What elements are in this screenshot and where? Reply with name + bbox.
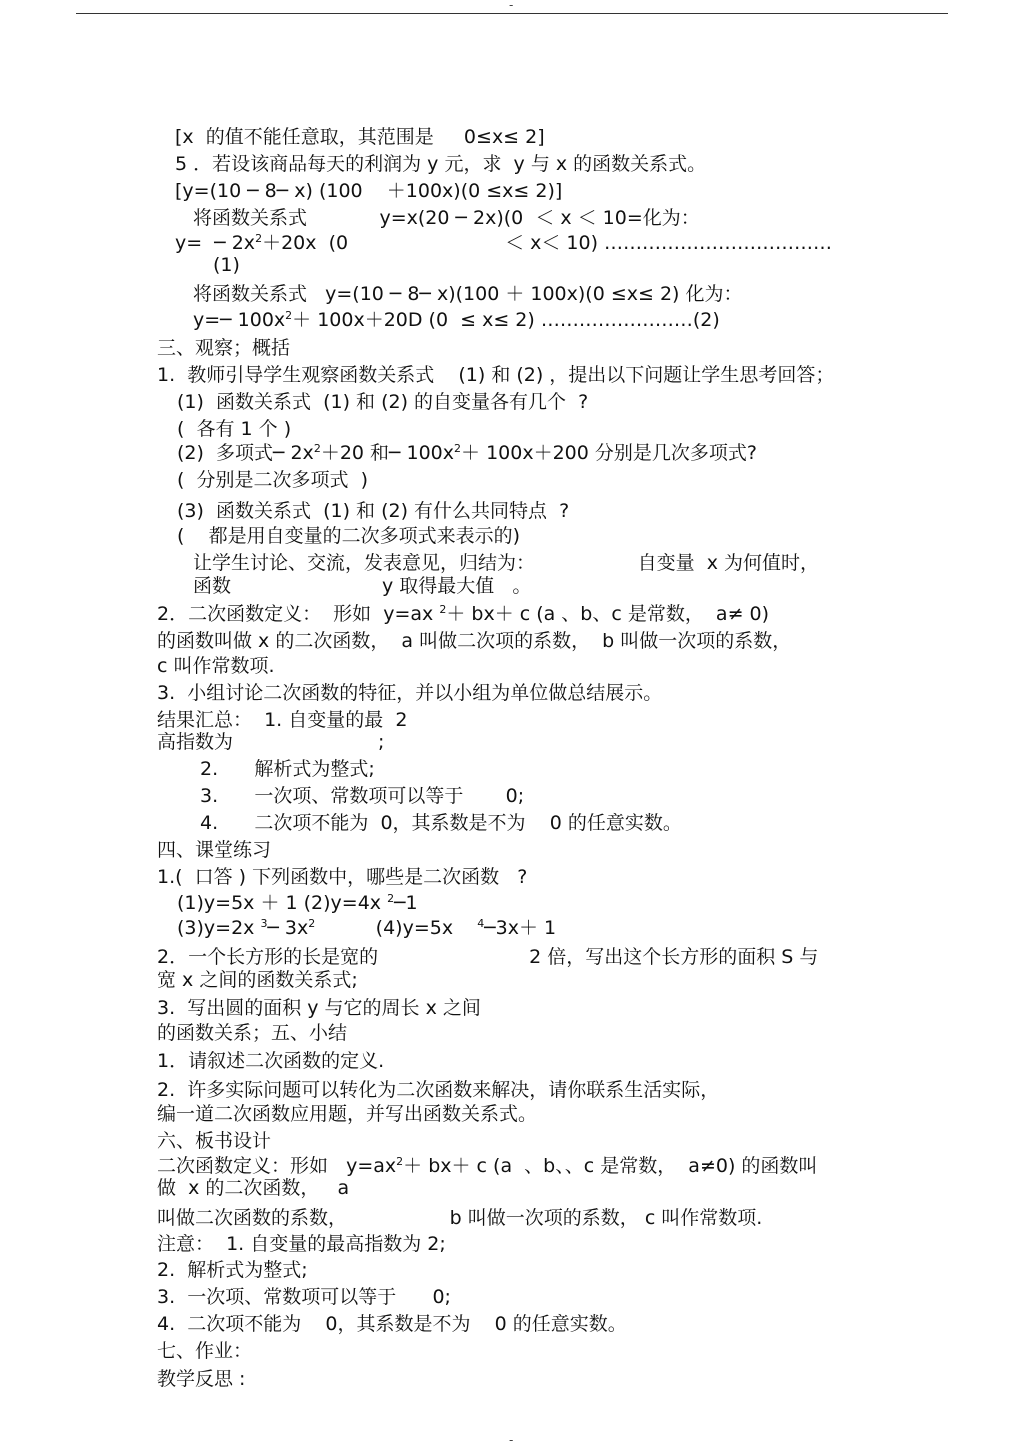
superscript: 2 — [255, 232, 263, 245]
text-line: (1) — [213, 254, 240, 276]
superscript: 2 — [308, 917, 316, 930]
text-segment: y= ─ 2x — [175, 232, 256, 254]
text-line: 编一道二次函数应用题，并写出函数关系式。 — [157, 1103, 538, 1125]
text-line: ( 分别是二次多项式 ) — [177, 469, 368, 491]
text-line: 三、观察；概括 — [157, 337, 291, 359]
text-segment: y=─ 100x — [193, 309, 286, 331]
text-line — [175, 232, 832, 254]
text-line: 结果汇总： 1. 自变量的最 2 — [157, 709, 408, 731]
text-line: 3. 小组讨论二次函数的特征，并以小组为单位做总结展示。 — [157, 682, 663, 704]
text-line: 5 ．若设该商品每天的利润为 y 元，求 y 与 x 的函数关系式。 — [175, 153, 707, 175]
text-line: (1) 函数关系式 (1) 和 (2) 的自变量各有几个 ? — [177, 391, 589, 413]
text-segment: ─ 3x — [267, 917, 309, 939]
text-line: 将函数关系式 y=(10 ─ 8─ x)(100 ＋ 100x)(0 ≤x≤ 2) 化为： — [193, 283, 743, 305]
superscript: 2 — [439, 603, 447, 616]
text-line — [177, 442, 757, 464]
text-segment: (3)y=2x — [177, 917, 261, 939]
text-segment: ＋ 100x＋200 分别是几次多项式? — [461, 442, 757, 464]
text-line: 1．请叙述二次函数的定义. — [157, 1050, 385, 1072]
text-segment: ─3x＋ 1 — [484, 917, 557, 939]
text-line: ( 都是用自变量的二次多项式来表示的) — [177, 525, 520, 547]
text-line: 3. 一次项、常数项可以等于 0; — [200, 785, 525, 807]
superscript: 2 — [387, 892, 395, 905]
text-line — [177, 892, 418, 914]
text-segment: ＋ bx＋ c (a 、b、、c 是常数， a≠0) 的函数叫 — [403, 1155, 818, 1177]
text-segment: ─1 — [394, 892, 418, 914]
text-line — [157, 603, 769, 625]
text-line: 1.( 口答 ) 下列函数中，哪些是二次函数 ? — [157, 866, 528, 888]
text-segment: (4)y=5x — [315, 917, 478, 939]
text-line: 注意： 1. 自变量的最高指数为 2; — [157, 1233, 446, 1255]
superscript: 2 — [285, 309, 293, 322]
text-line — [157, 1155, 817, 1177]
text-segment: ＋20 和─ 100x — [320, 442, 455, 464]
text-line: 4. 二次项不能为 0，其系数是不为 0 的任意实数。 — [200, 812, 682, 834]
text-segment: ＋ bx＋ c (a 、b、c 是常数， a≠ 0) — [446, 603, 770, 625]
text-segment: ＋20x (0 ＜ x＜ 10) ……………………………… — [262, 232, 833, 254]
text-line: 2．一个长方形的长是宽的 2 倍，写出这个长方形的面积 S 与 — [157, 946, 819, 968]
text-line: ( 各有 1 个 ) — [177, 418, 292, 440]
text-line: 高指数为 ; — [157, 731, 385, 753]
text-line: (3) 函数关系式 (1) 和 (2) 有什么共同特点 ? — [177, 500, 570, 522]
text-line: 六、板书设计 — [157, 1130, 272, 1152]
superscript: 2 — [313, 442, 321, 455]
text-line: 3. 写出圆的面积 y 与它的周长 x 之间 — [157, 997, 481, 1019]
text-line: 2. 许多实际问题可以转化为二次函数来解决，请你联系生活实际， — [157, 1079, 720, 1101]
text-line: 让学生讨论、交流，发表意见，归结为： 自变量 x 为何值时， — [193, 552, 820, 574]
superscript: 2 — [454, 442, 462, 455]
superscript: 4 — [477, 917, 485, 930]
header-rule — [76, 13, 948, 14]
text-line: 的函数叫做 x 的二次函数， a 叫做二次项的系数， b 叫做一次项的系数， — [157, 630, 792, 652]
text-line: 七、作业： — [157, 1340, 253, 1362]
superscript: 3 — [260, 917, 268, 930]
text-line: 4. 二次项不能为 0，其系数是不为 0 的任意实数。 — [157, 1313, 627, 1335]
text-line: 将函数关系式 y=x(20 ─ 2x)(0 ＜ x ＜ 10=化为： — [193, 207, 700, 229]
text-line: 2. 解析式为整式; — [157, 1259, 308, 1281]
text-line: 做 x 的二次函数， a — [157, 1177, 350, 1199]
header-mark: - — [509, 0, 514, 12]
text-segment: ＋ 100x＋20D (0 ≤ x≤ 2) ……………………(2) — [292, 309, 720, 331]
text-line — [193, 309, 720, 331]
text-line: 教学反思 : — [157, 1368, 246, 1390]
text-segment: 2．二次函数定义： 形如 y=ax — [157, 603, 440, 625]
text-segment: (1)y=5x ＋ 1 (2)y=4x — [177, 892, 388, 914]
text-line: 2. 解析式为整式; — [200, 758, 375, 780]
text-line: 叫做二次函数的系数， b 叫做一次项的系数， c 叫作常数项. — [157, 1207, 763, 1229]
text-line: [x 的值不能任意取，其范围是 0≤x≤ 2] — [175, 126, 545, 148]
footer-mark: - — [509, 1433, 514, 1447]
text-segment: (2) 多项式─ 2x — [177, 442, 314, 464]
text-line: 1. 教师引导学生观察函数关系式 (1) 和 (2) ，提出以下问题让学生思考回答； — [157, 364, 835, 386]
text-segment: 二次函数定义：形如 y=ax — [157, 1155, 397, 1177]
text-line: 函数 y 取得最大值 。 — [193, 575, 532, 597]
superscript: 2 — [396, 1155, 404, 1168]
text-line — [177, 917, 556, 939]
text-line: c 叫作常数项. — [157, 655, 275, 677]
text-line: 宽 x 之间的函数关系式; — [157, 969, 358, 991]
text-line: 3. 一次项、常数项可以等于 0; — [157, 1286, 451, 1308]
text-line: 的函数关系；五、小结 — [157, 1022, 348, 1044]
text-line: [y=(10 ─ 8─ x) (100 ＋100x)(0 ≤x≤ 2)] — [175, 180, 563, 202]
text-line: 四、课堂练习 — [157, 839, 272, 861]
